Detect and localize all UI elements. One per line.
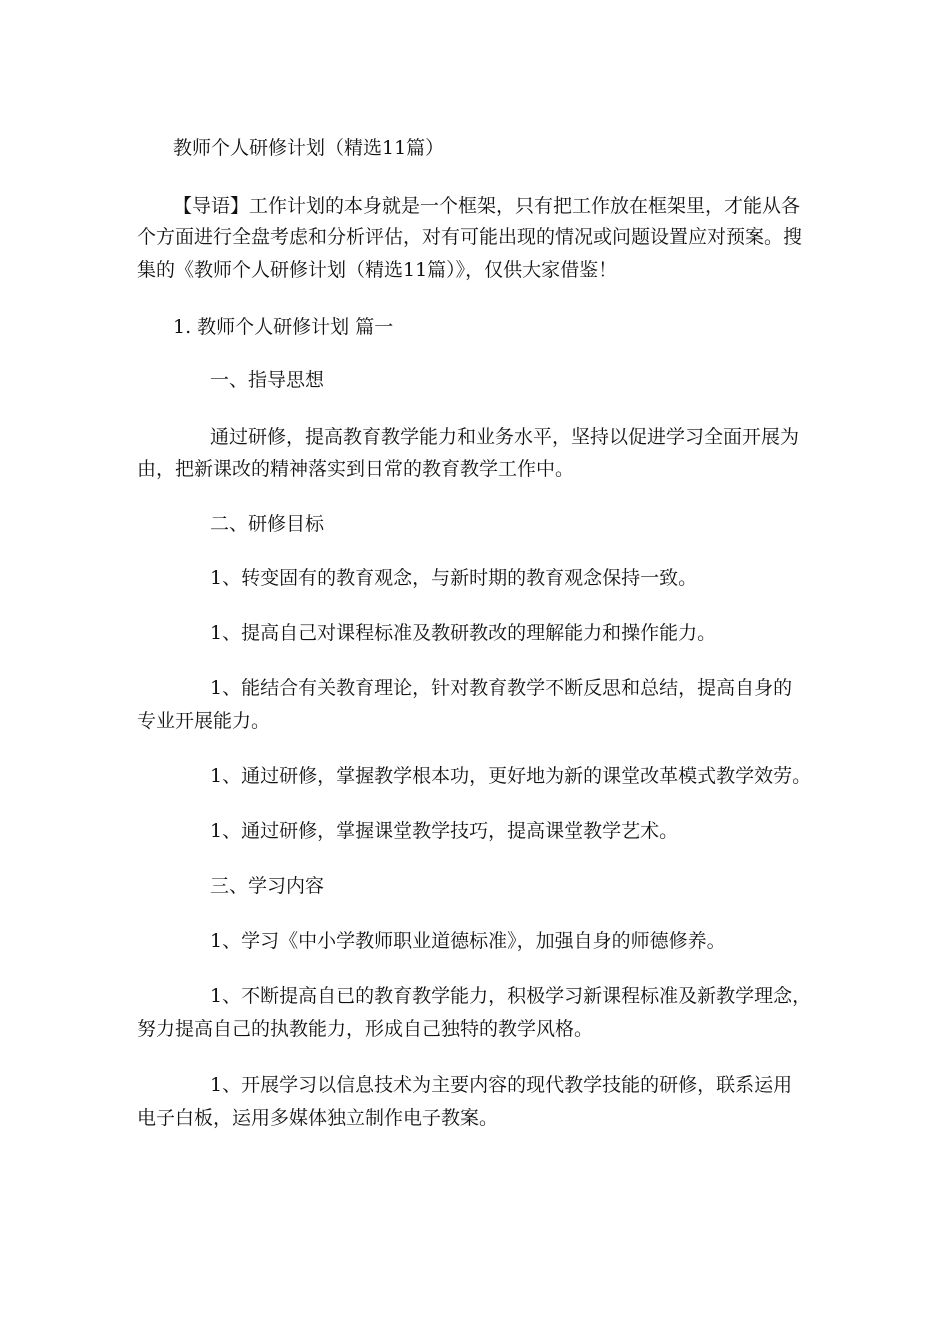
document-title: 教师个人研修计划（精选11篇） [173, 137, 445, 159]
guiding-paragraph-line-2: 由，把新课改的精神落实到日常的教育教学工作中。 [137, 458, 575, 480]
goal-item-5: 1、通过研修，掌握课堂教学技巧，提高课堂教学艺术。 [210, 820, 679, 842]
content-item-1: 1、学习《中小学教师职业道德标准》，加强自身的师德修养。 [210, 930, 726, 952]
goal-item-4: 1、通过研修，掌握教学根本功，更好地为新的课堂改革模式教学效劳。 [210, 765, 812, 787]
goal-item-3-line-1: 1、能结合有关教育理论，针对教育教学不断反思和总结，提高自身的 [210, 677, 793, 699]
guiding-paragraph-line-1: 通过研修，提高教育教学能力和业务水平，坚持以促进学习全面开展为 [210, 426, 800, 448]
intro-line-3: 集的《教师个人研修计划（精选11篇）》，仅供大家借鉴！ [137, 259, 618, 281]
content-item-2-line-2: 努力提高自己的执教能力，形成自己独特的教学风格。 [137, 1018, 594, 1040]
content-item-3-line-2: 电子白板，运用多媒体独立制作电子教案。 [137, 1107, 499, 1129]
goal-item-3-line-2: 专业开展能力。 [137, 710, 271, 732]
intro-line-2: 个方面进行全盘考虑和分析评估，对有可能出现的情况或问题设置应对预案。搜 [137, 226, 803, 248]
goal-item-2: 1、提高自己对课程标准及教研教改的理解能力和操作能力。 [210, 622, 717, 644]
goal-item-1: 1、转变固有的教育观念，与新时期的教育观念保持一致。 [210, 567, 698, 589]
heading-study-goals: 二、研修目标 [210, 513, 325, 535]
content-item-3-line-1: 1、开展学习以信息技术为主要内容的现代教学技能的研修，联系运用 [210, 1074, 793, 1096]
intro-line-1: 【导语】工作计划的本身就是一个框架，只有把工作放在框架里，才能从各 [173, 195, 801, 217]
heading-guiding-thought: 一、指导思想 [210, 369, 325, 391]
content-item-2-line-1: 1、不断提高自已的教育教学能力，积极学习新课程标准及新教学理念， [210, 985, 812, 1007]
heading-study-content: 三、学习内容 [210, 875, 325, 897]
section-1-heading: 1. 教师个人研修计划 篇一 [173, 316, 394, 338]
